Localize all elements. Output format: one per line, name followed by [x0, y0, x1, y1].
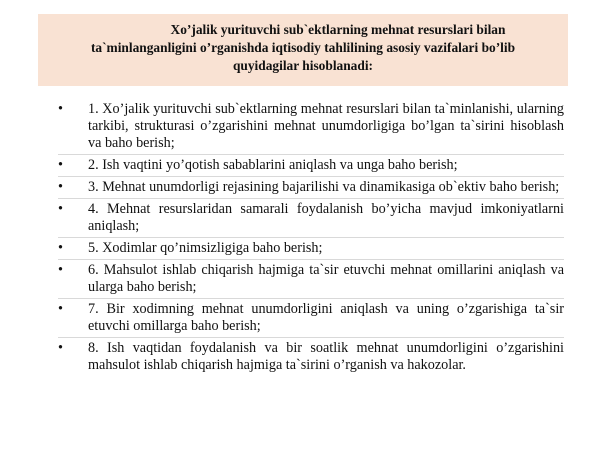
list-item-5	[58, 240, 564, 260]
bullet-icon: •	[58, 179, 63, 195]
list-item-3	[58, 179, 564, 199]
list-item-text: 2. Ish vaqtini yo’qotish sabablarini aniqlash va unga baho berish;	[88, 157, 458, 173]
title-line-1: Xo’jalik yurituvchi sub`ektlarning mehnat resurslari bilan	[170, 22, 506, 37]
list-item-6	[58, 262, 564, 299]
list-item-2	[58, 157, 564, 177]
list-item-4	[58, 201, 564, 238]
list-item-text: 5. Xodimlar qo’nimsizligiga baho berish;	[88, 240, 323, 256]
bullet-icon: •	[58, 201, 63, 217]
list-item-text: 6. Mahsulot ishlab chiqarish hajmiga ta`sir etuvchi mehnat omillarini aniqlash va ularga baho berish;	[88, 262, 564, 295]
list-item-1	[58, 101, 564, 155]
list-item-text: 3. Mehnat unumdorligi rejasining bajarilishi va dinamikasiga ob`ektiv baho berish;	[88, 179, 560, 195]
bullet-icon: •	[58, 301, 63, 317]
bullet-icon: •	[58, 240, 63, 256]
list-item-text: 1. Xo’jalik yurituvchi sub`ektlarning mehnat resurslari bilan ta`minlanishi, ularning tarkibi, strukturasi o’zgarishini mehnat unumdorligiga bo’lgan ta`sirini hisoblash va baho berish;	[88, 101, 564, 151]
list-item-text: 8. Ish vaqtidan foydalanish va bir soatlik mehnat unumdorligini o’zgarishini mahsulot ishlab chiqarish hajmiga ta`sirini o’rganish va hakozolar.	[88, 340, 564, 373]
bullet-icon: •	[58, 157, 63, 173]
title-box	[38, 14, 568, 86]
bullet-icon: •	[58, 262, 63, 278]
title-line-2: ta`minlanganligini o’rganishda iqtisodiy tahlilining asosiy vazifalari bo’lib	[90, 40, 516, 55]
list-item-text: 4. Mehnat resurslaridan samarali foydalanish bo’yicha mavjud imkoniyatlarni aniqlash;	[88, 201, 564, 234]
list-item-8	[58, 340, 564, 376]
title-line-3: quyidagilar hisoblanadi:	[232, 58, 374, 73]
list-item-text: 7. Bir xodimning mehnat unumdorligini aniqlash va uning o’zgarishiga ta`sir etuvchi omillarga baho berish;	[88, 301, 564, 334]
bullet-list	[58, 101, 564, 378]
bullet-icon: •	[58, 101, 63, 117]
list-item-7	[58, 301, 564, 338]
bullet-icon: •	[58, 340, 63, 356]
